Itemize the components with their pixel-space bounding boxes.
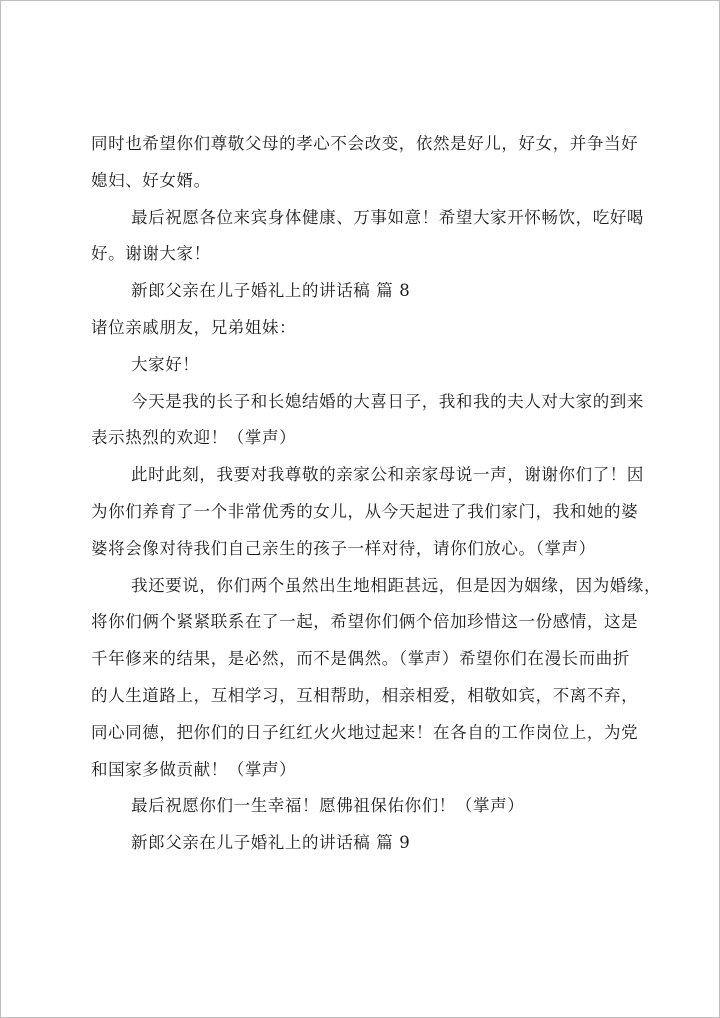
text-line: 同心同德，把你们的日子红红火火地过起来！在各自的工作岗位上，为党 <box>91 722 639 742</box>
text-line: 最后祝愿各位来宾身体健康、万事如意！希望大家开怀畅饮，吃好喝 <box>131 207 644 227</box>
text-line: 千年修来的结果，是必然，而不是偶然。（掌声）希望你们在漫长而曲折 <box>91 649 630 669</box>
salutation: 诸位亲戚朋友，兄弟姐妹： <box>91 317 297 337</box>
text-line: 的人生道路上，互相学习，互相帮助，相亲相爱，相敬如宾，不离不弃， <box>91 685 639 705</box>
document-body <box>91 126 662 862</box>
text-line: 我还要说，你们两个虽然出生地相距甚远，但是因为姻缘，因为婚缘， <box>131 575 662 595</box>
text-line: 将你们俩个紧紧联系在了一起，希望你们俩个倍加珍惜这一份感情，这是 <box>91 612 639 632</box>
text-line: 最后祝愿你们一生幸福！愿佛祖保佑你们！（掌声） <box>131 796 525 816</box>
text-line: 婆将会像对待我们自己亲生的孩子一样对待，请你们放心。（掌声） <box>91 538 596 558</box>
text-line: 今天是我的长子和长媳结婚的大喜日子，我和我的夫人对大家的到来 <box>131 391 644 411</box>
text-line: 为你们养育了一个非常优秀的女儿，从今天起进了我们家门，我和她的婆 <box>91 501 639 521</box>
section-heading: 新郎父亲在儿子婚礼上的讲话稿 篇 9 <box>131 833 411 853</box>
section-heading: 新郎父亲在儿子婚礼上的讲话稿 篇 8 <box>131 281 411 301</box>
greeting: 大家好！ <box>131 354 200 374</box>
text-line: 好。谢谢大家！ <box>91 244 211 264</box>
text-line: 和国家多做贡献！（掌声） <box>91 759 297 779</box>
text-line: 媳妇、好女婿。 <box>91 170 211 190</box>
text-line: 此时此刻，我要对我尊敬的亲家公和亲家母说一声，谢谢你们了！因 <box>131 465 644 485</box>
text-line: 同时也希望你们尊敬父母的孝心不会改变，依然是好儿，好女，并争当好 <box>91 134 639 153</box>
text-line: 表示热烈的欢迎！（掌声） <box>91 428 297 448</box>
